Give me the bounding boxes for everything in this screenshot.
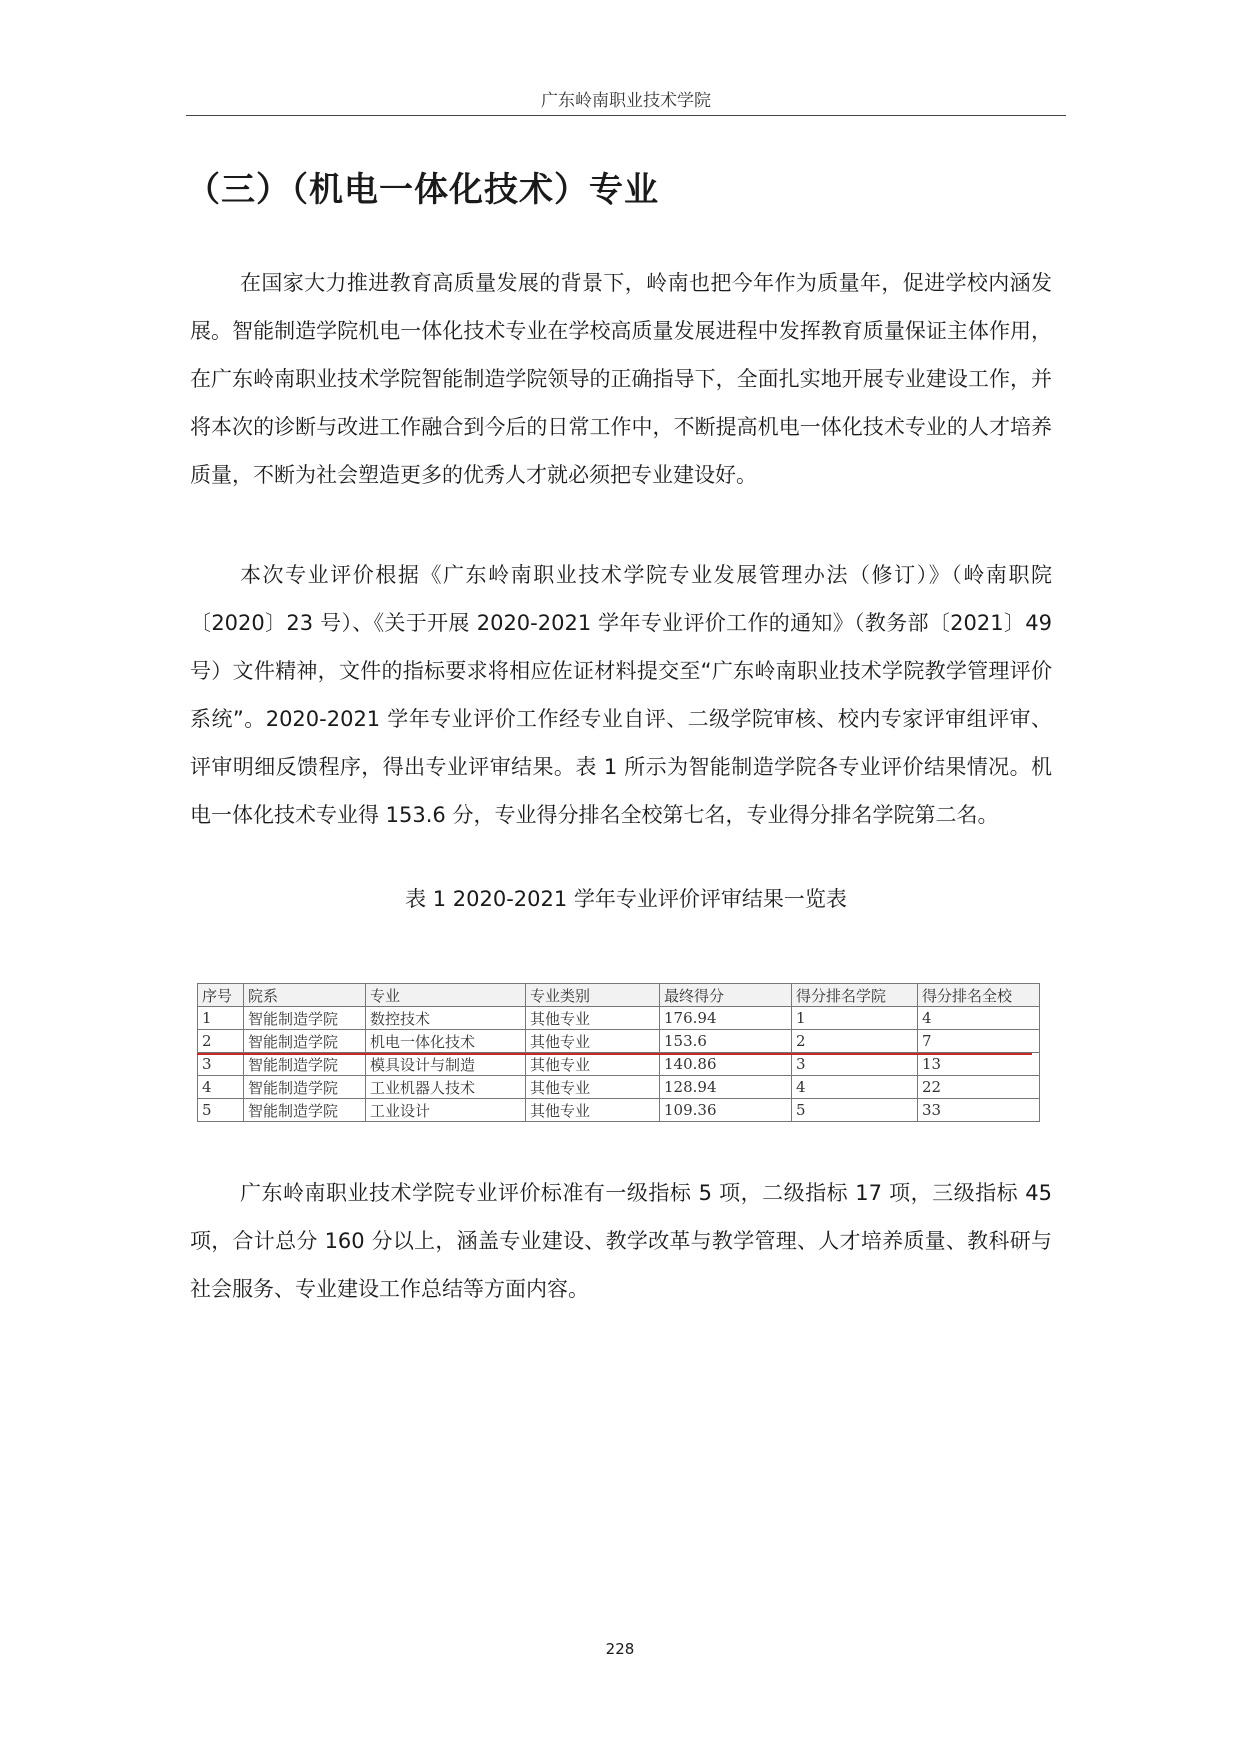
- page-header: 广东岭南职业技术学院: [541, 91, 711, 111]
- table-cell: 1: [792, 1007, 918, 1030]
- table-cell: 机电一体化技术: [366, 1030, 526, 1053]
- table-cell: 140.86: [660, 1053, 792, 1076]
- table-cell: 22: [918, 1076, 1040, 1099]
- table-cell: 128.94: [660, 1076, 792, 1099]
- table-cell: 数控技术: [366, 1007, 526, 1030]
- table-cell: 智能制造学院: [244, 1007, 366, 1030]
- table-caption: 表 1 2020-2021 学年专业评价评审结果一览表: [405, 887, 847, 911]
- table-cell: 智能制造学院: [244, 1030, 366, 1053]
- table-cell: 智能制造学院: [244, 1076, 366, 1099]
- table-cell: 176.94: [660, 1007, 792, 1030]
- page-number: 228: [605, 1640, 635, 1658]
- table-header-cell: 最终得分: [660, 984, 792, 1007]
- paragraph-standards: 广东岭南职业技术学院专业评价标准有一级指标 5 项，二级指标 17 项，三级指标 45 项，合计总分 160 分以上，涵盖专业建设、教学改革与教学管理、人才培养质量、教科研与社会服务、专业建设工作总结等方面内容。: [190, 1181, 1052, 1301]
- result-table-wrap: [197, 983, 1039, 1122]
- table-header-cell: 专业: [366, 984, 526, 1007]
- table-header-row: [198, 984, 1040, 1007]
- table-cell: 工业机器人技术: [366, 1076, 526, 1099]
- table-row-highlighted: [198, 1030, 1040, 1053]
- table-cell: 其他专业: [526, 1053, 660, 1076]
- table-cell: 7: [918, 1030, 1040, 1053]
- table-header-cell: 得分排名全校: [918, 984, 1040, 1007]
- paragraph-evaluation: 本次专业评价根据《广东岭南职业技术学院专业发展管理办法（修订）》（岭南职院〔2020〕23 号）、《关于开展 2020-2021 学年专业评价工作的通知》（教务部〔2021〕49 号）文件精神，文件的指标要求将相应佐证材料提交至“广东岭南职业技术学院教学管理评价系统”。2020-2021 学年专业评价工作经专业自评、二级学院审核、校内专家评审组评审、评审明细反馈程序，得出专业评审结果。表 1 所示为智能制造学院各专业评价结果情况。机电一体化技术专业得 153.6 分，专业得分排名全校第七名，专业得分排名学院第二名。: [190, 563, 1052, 827]
- table-header-cell: 院系: [244, 984, 366, 1007]
- table-cell: 智能制造学院: [244, 1053, 366, 1076]
- table-cell: 3: [792, 1053, 918, 1076]
- table-cell: 其他专业: [526, 1076, 660, 1099]
- header-rule: [186, 115, 1066, 116]
- table-cell: 1: [198, 1007, 244, 1030]
- highlight-underline: [197, 1053, 1032, 1055]
- table-cell: 33: [918, 1099, 1040, 1122]
- table-header-cell: 序号: [198, 984, 244, 1007]
- table-cell: 其他专业: [526, 1030, 660, 1053]
- table-cell: 3: [198, 1053, 244, 1076]
- table-row: [198, 1007, 1040, 1030]
- table-cell: 4: [198, 1076, 244, 1099]
- table-cell: 2: [198, 1030, 244, 1053]
- table-cell: 5: [792, 1099, 918, 1122]
- table-header-cell: 得分排名学院: [792, 984, 918, 1007]
- table-cell: 4: [918, 1007, 1040, 1030]
- table-header-cell: 专业类别: [526, 984, 660, 1007]
- table-row: [198, 1076, 1040, 1099]
- table-cell: 其他专业: [526, 1099, 660, 1122]
- table-cell: 4: [792, 1076, 918, 1099]
- table-cell: 其他专业: [526, 1007, 660, 1030]
- section-title: （三）（机电一体化技术）专业: [186, 170, 659, 210]
- table-cell: 2: [792, 1030, 918, 1053]
- table-row: [198, 1053, 1040, 1076]
- table-cell: 13: [918, 1053, 1040, 1076]
- table-cell: 109.36: [660, 1099, 792, 1122]
- paragraph-intro: 在国家大力推进教育高质量发展的背景下，岭南也把今年作为质量年，促进学校内涵发展。智能制造学院机电一体化技术专业在学校高质量发展进程中发挥教育质量保证主体作用，在广东岭南职业技术学院智能制造学院领导的正确指导下，全面扎实地开展专业建设工作，并将本次的诊断与改进工作融合到今后的日常工作中，不断提高机电一体化技术专业的人才培养质量，不断为社会塑造更多的优秀人才就必须把专业建设好。: [190, 271, 1052, 487]
- table-cell: 153.6: [660, 1030, 792, 1053]
- table-cell: 智能制造学院: [244, 1099, 366, 1122]
- table-cell: 模具设计与制造: [366, 1053, 526, 1076]
- table-cell: 工业设计: [366, 1099, 526, 1122]
- table-cell: 5: [198, 1099, 244, 1122]
- table-row: [198, 1099, 1040, 1122]
